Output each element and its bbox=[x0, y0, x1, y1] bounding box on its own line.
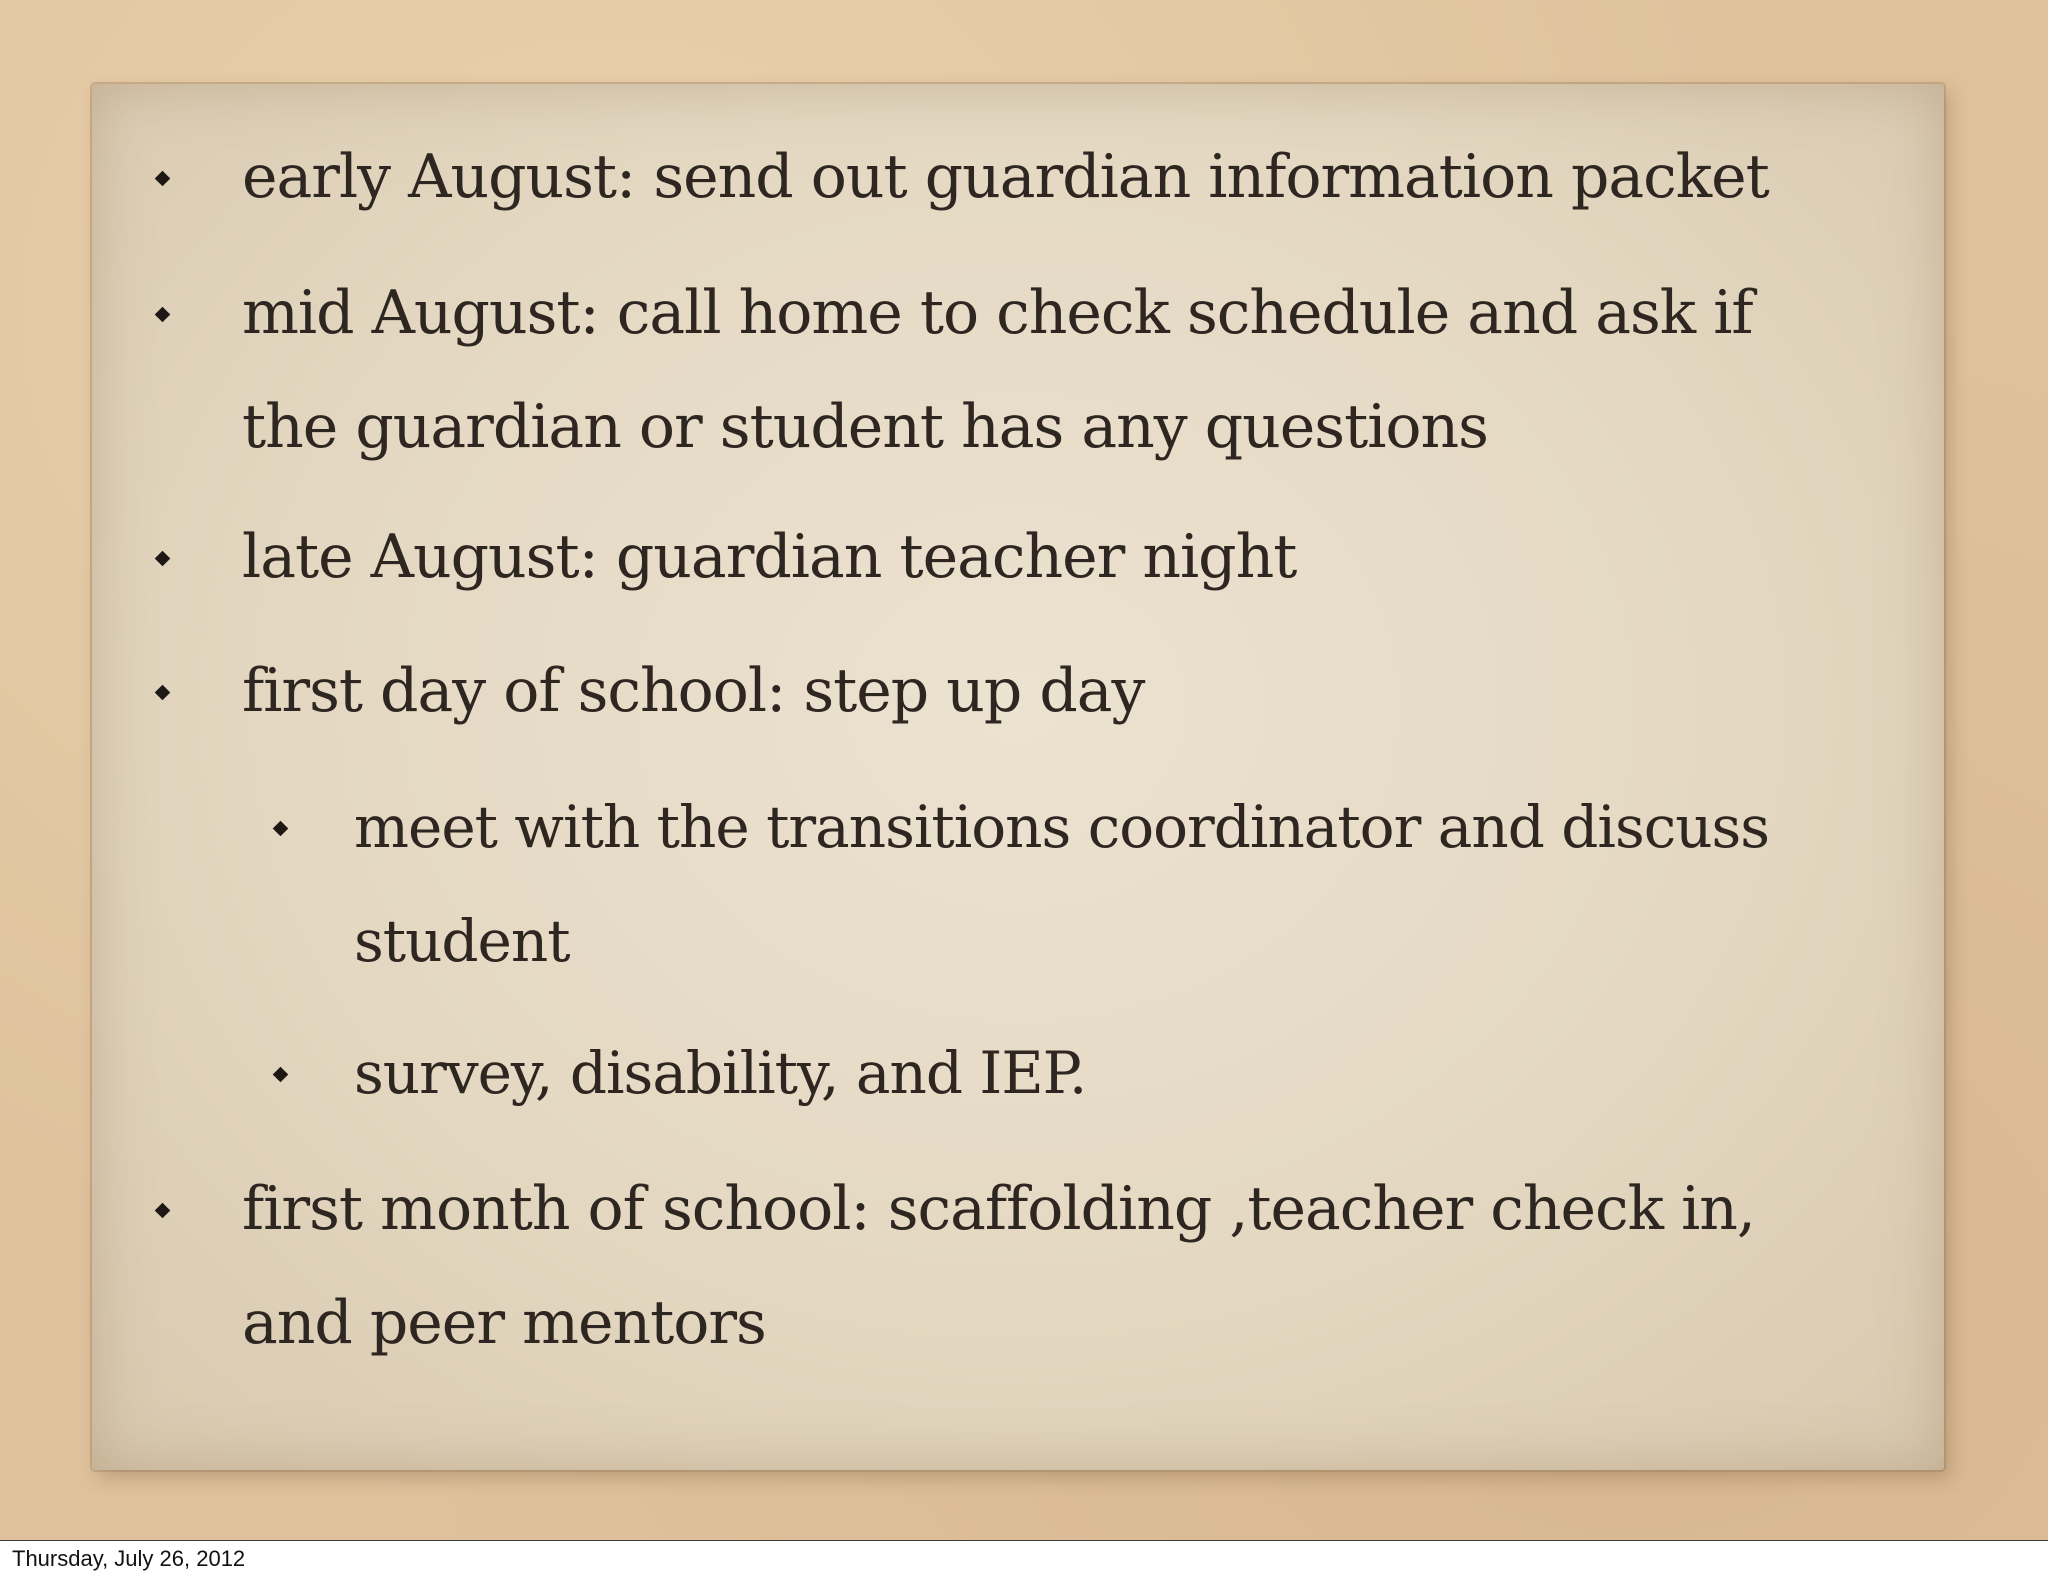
bullet-text: first month of school: scaffolding ,teacher check in, bbox=[242, 1174, 1755, 1244]
diamond-bullet-icon bbox=[273, 821, 289, 837]
diamond-bullet-icon bbox=[273, 1067, 289, 1083]
bullet-text: early August: send out guardian information packet bbox=[242, 142, 1769, 212]
footer-bar bbox=[0, 1540, 2048, 1577]
bullet-text-continuation: student bbox=[354, 907, 570, 975]
bullet-item bbox=[242, 634, 1952, 748]
bullet-text: late August: guardian teacher night bbox=[242, 522, 1297, 592]
date-label: Thursday, July 26, 2012 bbox=[12, 1546, 246, 1571]
bullet-text: meet with the transitions coordinator and discuss bbox=[354, 793, 1770, 861]
bullet-text: mid August: call home to check schedule and ask if bbox=[242, 278, 1753, 348]
diamond-bullet-icon bbox=[155, 307, 171, 323]
parchment-card bbox=[92, 84, 1944, 1470]
bullet-item bbox=[242, 256, 1952, 484]
bullet-text-continuation: and peer mentors bbox=[242, 1288, 766, 1358]
sub-bullet-item bbox=[354, 770, 1964, 998]
bullet-item bbox=[242, 500, 1952, 614]
diamond-bullet-icon bbox=[155, 551, 171, 567]
bullet-text: first day of school: step up day bbox=[242, 656, 1145, 726]
diamond-bullet-icon bbox=[155, 1203, 171, 1219]
bullet-list bbox=[92, 84, 1944, 1470]
bullet-text: survey, disability, and IEP. bbox=[354, 1039, 1087, 1107]
diamond-bullet-icon bbox=[155, 685, 171, 701]
bullet-text-continuation: the guardian or student has any questions bbox=[242, 392, 1488, 462]
bullet-item bbox=[242, 120, 1952, 234]
bullet-item bbox=[242, 1152, 1952, 1380]
diamond-bullet-icon bbox=[155, 171, 171, 187]
sub-bullet-item bbox=[354, 1016, 1964, 1130]
